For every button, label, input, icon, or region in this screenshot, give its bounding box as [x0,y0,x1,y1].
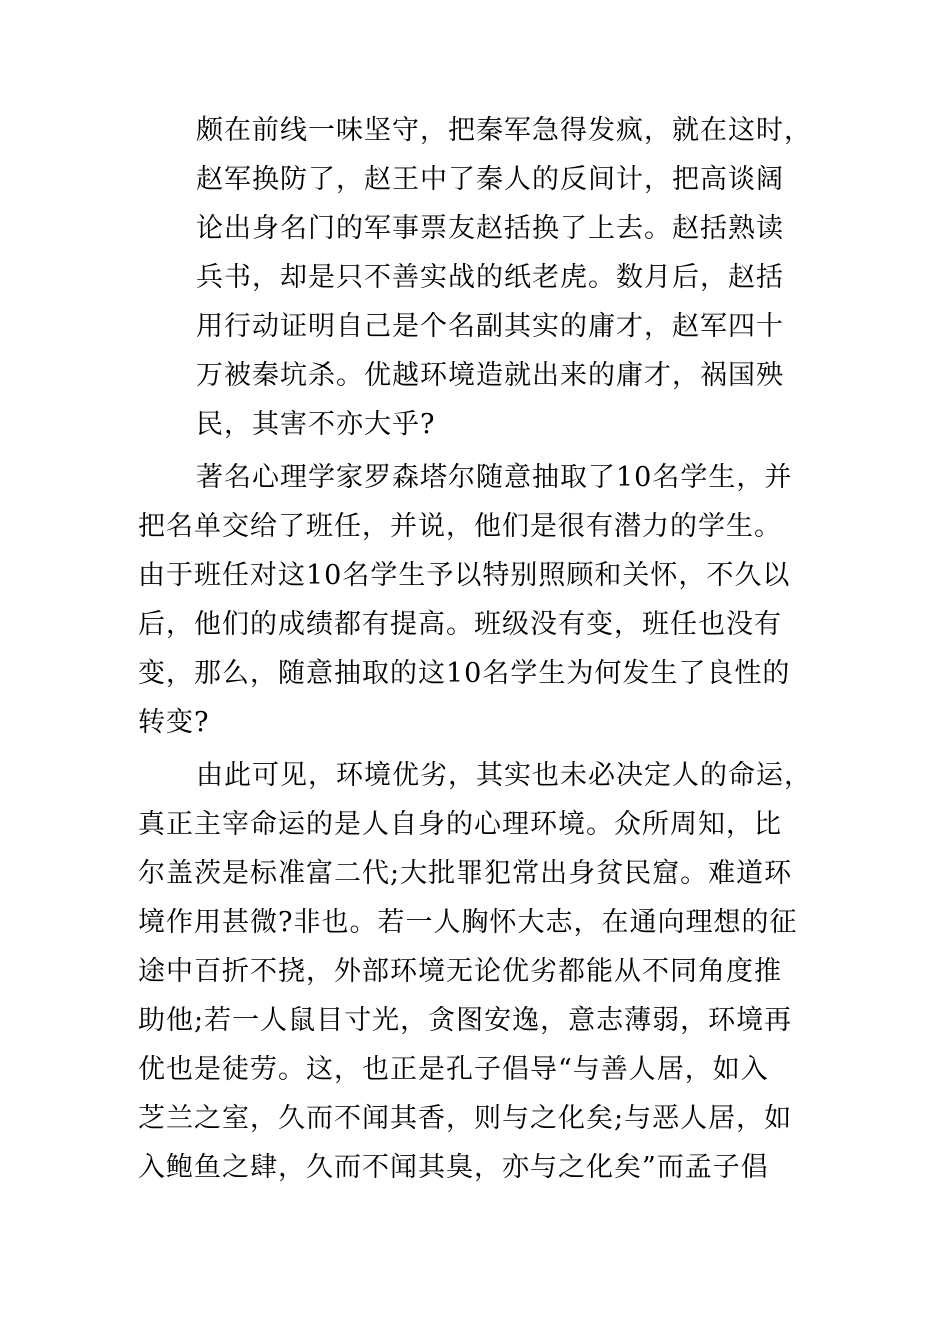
paragraph-line: 论出身名门的军事票友赵括换了上去。赵括熟读 [196,213,784,244]
paragraph-line: 后，他们的成绩都有提高。班级没有变，班任也没有 [138,609,782,640]
paragraph-line: 民，其害不亦大乎? [196,409,436,440]
paragraph-line: 用行动证明自己是个名副其实的庸才，赵军四十 [196,311,784,342]
paragraph-line: 入鲍鱼之肆，久而不闻其臭，亦与之化矣”而孟子倡 [138,1152,769,1183]
paragraph-line: 真正主宰命运的是人自身的心理环境。众所周知，比 [138,809,782,840]
paragraph-line: 由此可见，环境优劣，其实也未必决定人的命运， [196,760,812,791]
paragraph-line: 著名心理学家罗森塔尔随意抽取了10名学生，并 [196,462,793,493]
paragraph-line: 境作用甚微?非也。若一人胸怀大志，在通向理想的征 [138,907,798,938]
paragraph-line: 由于班任对这10名学生予以特别照顾和关怀，不久以 [138,560,791,591]
paragraph-line: 途中百折不挠，外部环境无论优劣都能从不同角度推 [138,956,782,987]
paragraph-line: 把名单交给了班任，并说，他们是很有潜力的学生。 [138,511,782,542]
paragraph-line: 兵书，却是只不善实战的纸老虎。数月后，赵括 [196,262,784,293]
paragraph-line: 万被秦坑杀。优越环境造就出来的庸才，祸国殃 [196,360,784,391]
paragraph-line: 芝兰之室，久而不闻其香，则与之化矣;与恶人居，如 [138,1103,793,1134]
paragraph-line: 尔盖茨是标准富二代;大批罪犯常出身贫民窟。难道环 [138,858,793,889]
paragraph-line: 优也是徒劳。这，也正是孔子倡导“与善人居，如入 [138,1054,769,1085]
paragraph-line: 转变? [138,707,210,738]
paragraph-line: 赵军换防了，赵王中了秦人的反间计，把高谈阔 [196,164,784,195]
paragraph-line: 助他;若一人鼠目寸光，贪图安逸，意志薄弱，环境再 [138,1005,793,1036]
paragraph-line: 颇在前线一味坚守，把秦军急得发疯，就在这时， [196,115,812,146]
paragraph-line: 变，那么，随意抽取的这10名学生为何发生了良性的 [138,658,791,689]
